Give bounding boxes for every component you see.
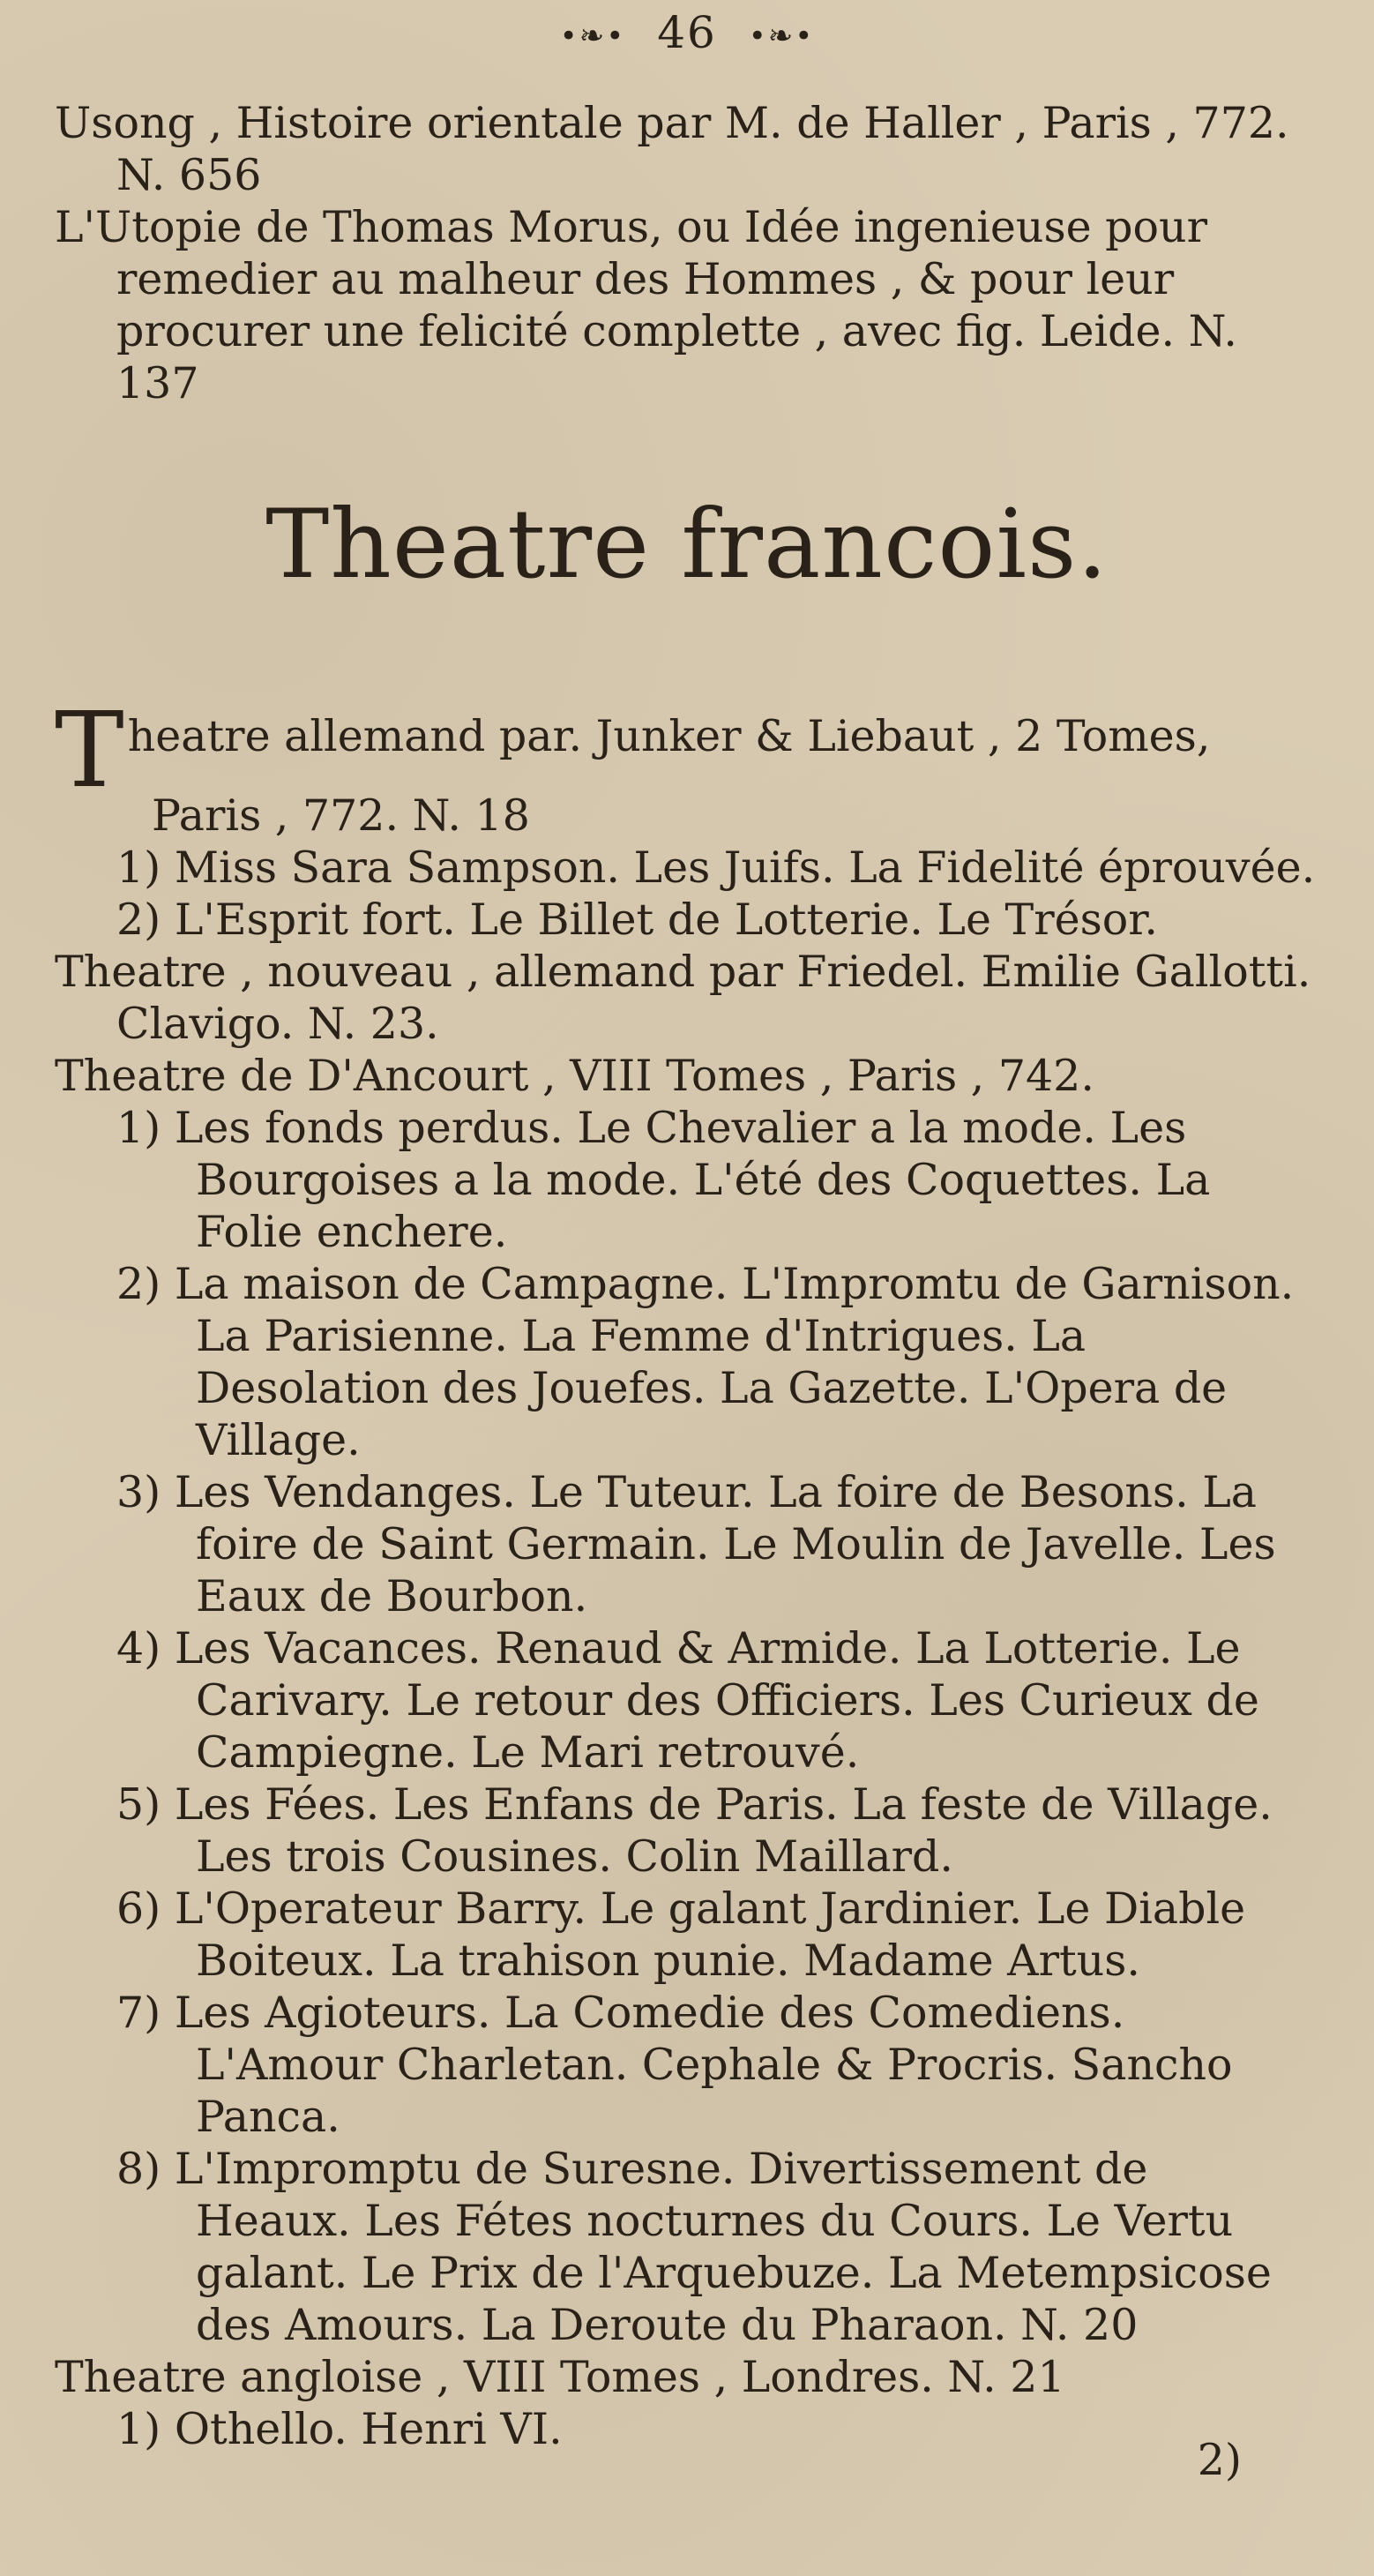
sub-entry: 2) La maison de Campagne. L'Impromtu de Garnison. La Parisienne. La Femme d'Intrigues. La Desolation des Jouefes. La Gazette. L'Opera de Village.	[116, 1259, 1295, 1465]
dropcap-letter: T	[55, 689, 124, 811]
theatre-entries	[55, 689, 1316, 2455]
sub-entry: 3) Les Vendanges. Le Tuteur. La foire de Besons. La foire de Saint Germain. Le Moulin de Javelle. Les Eaux de Bourbon.	[116, 1467, 1276, 1621]
top-entries	[55, 97, 1316, 409]
sub-entry: 2) L'Esprit fort. Le Billet de Lotterie. Le Trésor.	[116, 895, 1158, 945]
page-header	[0, 7, 1374, 58]
sub-entry: 5) Les Fées. Les Enfans de Paris. La feste de Village. Les trois Cousines. Colin Maillard.	[116, 1779, 1273, 1882]
ornament-left-icon: •❧•	[559, 19, 626, 54]
entry-utopie: L'Utopie de Thomas Morus, ou Idée ingenieuse pour remedier au malheur des Hommes , & pour leur procurer une felicité complette , avec fig. Leide. N. 137	[55, 202, 1237, 408]
sub-entry: 1) Miss Sara Sampson. Les Juifs. La Fidelité éprouvée.	[116, 842, 1316, 893]
entry-usong: Usong , Histoire orientale par M. de Haller , Paris , 772. N. 656	[55, 98, 1289, 200]
catchword: 2)	[1197, 2435, 1242, 2485]
section-title: Theatre francois.	[265, 490, 1109, 600]
entry-theatre-dancourt: Theatre de D'Ancourt , VIII Tomes , Paris , 742.	[55, 1051, 1094, 1101]
ornament-right-icon: •❧•	[748, 19, 815, 54]
sub-entry: 1) Les fonds perdus. Le Chevalier a la mode. Les Bourgoises a la mode. L'été des Coquettes. La Folie enchere.	[116, 1103, 1211, 1257]
sub-entry: 1) Othello. Henri VI.	[116, 2404, 563, 2454]
sub-entry: 6) L'Operateur Barry. Le galant Jardinier. Le Diable Boiteux. La trahison punie. Madame Artus.	[116, 1883, 1246, 1986]
sub-entry: 8) L'Impromptu de Suresne. Divertissement de Heaux. Les Fétes nocturnes du Cours. Le Vertu galant. Le Prix de l'Arquebuze. La Metempsicose des Amours. La Deroute du Pharaon. N. 20	[116, 2144, 1272, 2350]
entry-theatre-nouveau: Theatre , nouveau , allemand par Friedel. Emilie Gallotti. Clavigo. N. 23.	[55, 947, 1311, 1049]
entry-theatre-angloise: Theatre angloise , VIII Tomes , Londres. N. 21	[55, 2352, 1065, 2402]
sub-entry: 4) Les Vacances. Renaud & Armide. La Lotterie. Le Carivary. Le retour des Officiers. Les Curieux de Campiegne. Le Mari retrouvé.	[116, 1623, 1259, 1778]
sub-entry: 7) Les Agioteurs. La Comedie des Comediens. L'Amour Charletan. Cephale & Procris. Sancho Panca.	[116, 1988, 1233, 2142]
entry-theatre-allemand	[55, 689, 1316, 842]
entry-theatre-allemand-text: heatre allemand par. Junker & Liebaut , 2 Tomes, Paris , 772. N. 18	[127, 711, 1211, 841]
page-number: 46	[657, 7, 717, 58]
